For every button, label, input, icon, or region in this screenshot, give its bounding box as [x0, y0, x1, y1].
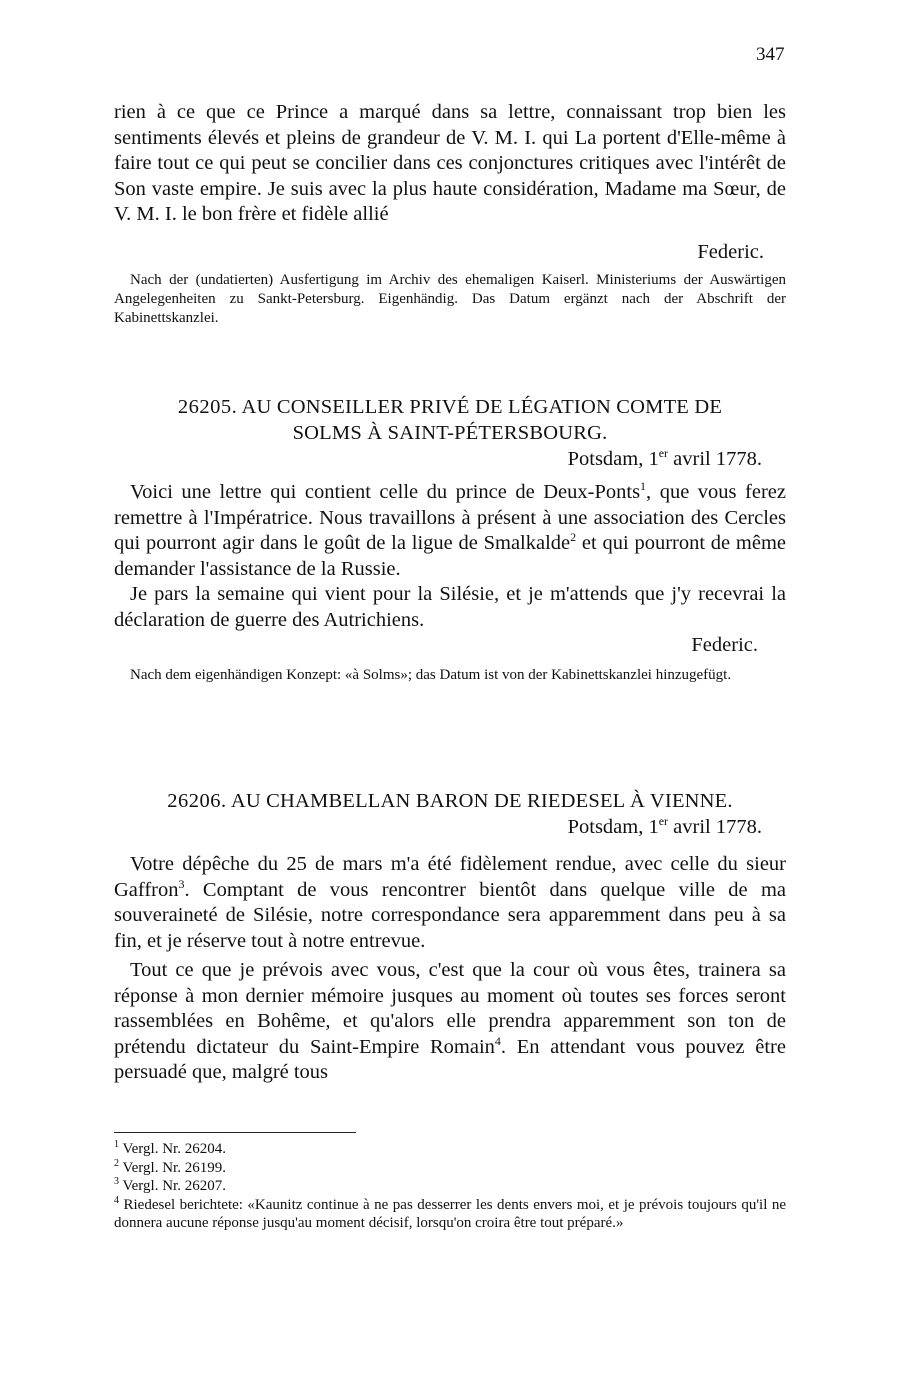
date-place: Potsdam, 1: [567, 816, 659, 838]
text-run: , que vous ferez remettre à l'Impératrice. Nous travaillons à présent à une association des Cercles qui pourront agir dans le goût de la ligue de Smalkalde: [114, 481, 786, 554]
date-sup: er: [658, 446, 669, 461]
letter-paragraph: rien à ce que ce Prince a marqué dans sa lettre, connaissant trop bien les sentiments élevés et pleins de grandeur de V. M. I. qui La portent d'Elle-même à faire tout ce qui peut se concilier dans ces conjonctures critiques avec l'intérêt de Son vaste empire. Je suis avec la plus haute considération, Madame ma Sœur, de V. M. I. le bon frère et fidèle allié: [114, 101, 786, 225]
letter-26206: [114, 788, 786, 1086]
letter-number: 26205.: [177, 396, 238, 418]
footnote-text: Riedesel berichtete: «Kaunitz continue à ne pas desserrer les dents envers moi, et je prévois toujours qu'il ne donnera aucune réponse jusqu'au moment décisif, lorsqu'on croira être tout préparé.»: [114, 1196, 787, 1231]
footnote-ref: 2: [570, 530, 577, 545]
signature: Federic.: [697, 240, 764, 263]
letter-heading: [114, 788, 786, 814]
text-run: . En attendant vous pouvez être persuadé que, malgré tous: [114, 1035, 786, 1083]
text-run: Votre dépêche du 25 de mars m'a été fidèlement rendue, avec celle du sieur Gaffron: [114, 853, 786, 901]
footnote-ref: 3: [178, 876, 185, 891]
text-run: Voici une lettre qui contient celle du prince de Deux-Ponts: [130, 481, 641, 503]
footnote-rule: [114, 1132, 356, 1133]
dateline: [114, 446, 786, 472]
footnote-mark: 3: [114, 1176, 119, 1187]
footnote: [114, 1177, 786, 1196]
source-note: Nach dem eigenhändigen Konzept: «à Solms»; das Datum ist von der Kabinettskanzlei hinzugefügt.: [130, 667, 732, 683]
dateline: [114, 814, 786, 840]
footnote-ref: 1: [640, 479, 647, 494]
letter-heading: [114, 394, 786, 420]
text-run: Tout ce que je prévois avec vous, c'est que la cour où vous êtes, trainera sa réponse à mon dernier mémoire jusques au moment où toutes ses forces seront rassemblées en Bohême, et qu'alors elle prendra apparemment son ton de prétendu dictateur du Saint-Empire Romain: [114, 959, 786, 1058]
footnote: [114, 1159, 786, 1178]
page-number: 347: [756, 44, 785, 65]
footnote-mark: 4: [114, 1194, 119, 1206]
text-run: et qui pourront de même demander l'assistance de la Russie.: [114, 532, 787, 580]
date-rest: avril 1778.: [668, 816, 762, 838]
date-place: Potsdam, 1: [567, 448, 659, 470]
previous-letter-end: [114, 100, 786, 328]
footnote-mark: 2: [114, 1157, 119, 1169]
footnote-mark: 1: [114, 1139, 119, 1150]
footnote-ref: 4: [494, 1033, 501, 1048]
letter-paragraph: Je pars la semaine qui vient pour la Silésie, et je m'attends que j'y recevrai la déclaration de guerre des Autrichiens.: [114, 583, 786, 631]
letter-paragraph: [114, 852, 786, 954]
letter-paragraph: [114, 958, 786, 1086]
heading-line-2: SOLMS À SAINT-PÉTERSBOURG.: [292, 422, 608, 444]
footnote-text: Vergl. Nr. 26207.: [122, 1178, 226, 1194]
footnotes: [114, 1140, 786, 1233]
text-run: . Comptant de vous rencontrer bientôt dans quelque ville de ma souveraineté de Silésie, notre correspondance sera apparemment dans peu à sa fin, et je réserve tout à notre entrevue.: [114, 878, 786, 952]
footnote-text: Vergl. Nr. 26204.: [122, 1141, 226, 1157]
date-sup: er: [658, 814, 669, 829]
heading-text: AU CHAMBELLAN BARON DE RIEDESEL À VIENNE.: [230, 790, 733, 812]
letter-number: 26206.: [167, 790, 227, 812]
footnote: [114, 1196, 786, 1233]
footnote-text: Vergl. Nr. 26199.: [122, 1159, 226, 1176]
footnote: [114, 1140, 786, 1159]
source-note: Nach der (undatierten) Ausfertigung im Archiv des ehemaligen Kaiserl. Ministeriums der Auswärtigen Angelegenheiten zu Sankt-Petersburg. Eigenhändig. Das Datum ergänzt nach der Abschrift der Kabinettskanzlei.: [114, 271, 786, 326]
letter-paragraph: [114, 480, 786, 582]
letter-26205: [114, 394, 786, 685]
date-rest: avril 1778.: [668, 448, 762, 470]
heading-line-1: AU CONSEILLER PRIVÉ DE LÉGATION COMTE DE: [241, 396, 723, 418]
signature: Federic.: [691, 634, 758, 656]
